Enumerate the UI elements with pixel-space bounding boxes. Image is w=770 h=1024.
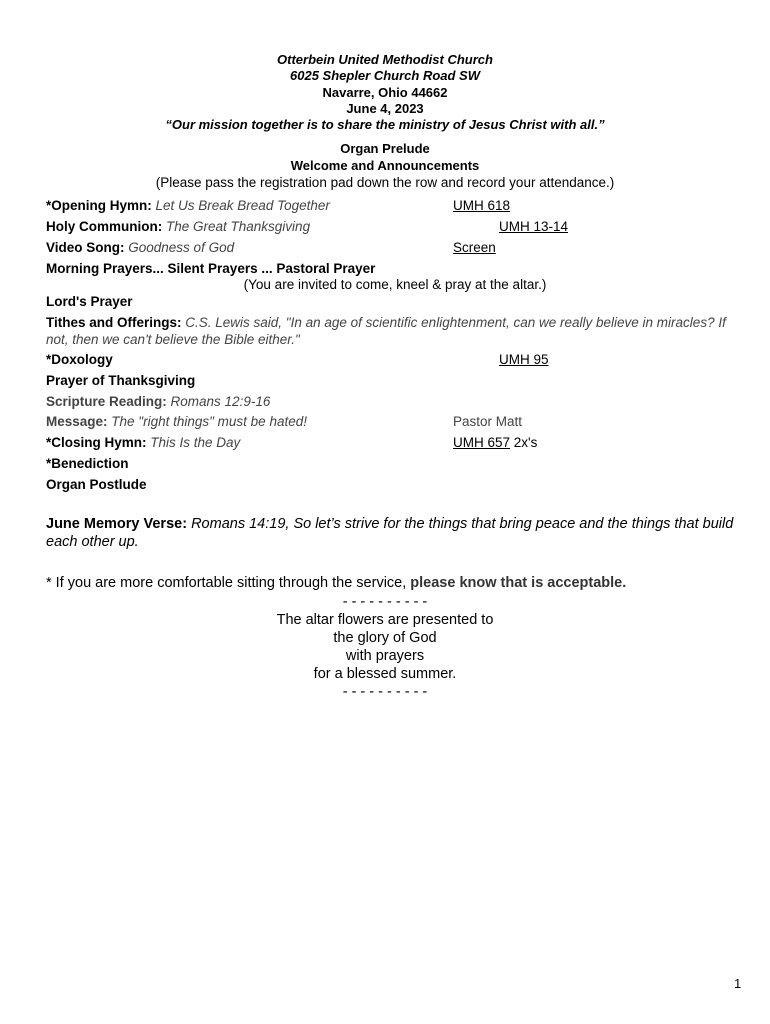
scripture-reading <box>46 393 270 410</box>
communion-label: Holy Communion: <box>46 219 163 234</box>
church-name: Otterbein United Methodist Church <box>277 52 493 67</box>
organ-postlude: Organ Postlude <box>46 477 147 492</box>
prayer-of-thanksgiving: Prayer of Thanksgiving <box>46 373 196 388</box>
communion-title: The Great Thanksgiving <box>162 219 311 234</box>
comfort-note-text: * If you are more comfortable sitting through the service, <box>46 575 411 591</box>
altar-line-1: The altar flowers are presented to <box>276 612 494 628</box>
closing-hymn-suffix: 2x's <box>510 435 538 450</box>
closing-hymn-label: *Closing Hymn: <box>46 435 147 450</box>
opening-hymn-ref: UMH 618 <box>453 198 511 213</box>
morning-prayers: Morning Prayers... Silent Prayers ... Pastoral Prayer <box>46 261 376 276</box>
prayers-note: (You are invited to come, kneel & pray at the altar.) <box>243 277 547 292</box>
scripture-label: Scripture Reading: <box>46 394 167 409</box>
scripture-ref: Romans 12:9-16 <box>166 394 271 409</box>
altar-line-3: with prayers <box>345 648 425 664</box>
tithes-offerings <box>46 314 726 331</box>
video-song-label: Video Song: <box>46 240 125 255</box>
altar-line-2: the glory of God <box>333 630 437 646</box>
closing-hymn-ref-group <box>453 434 537 451</box>
page-number: 1 <box>734 976 742 991</box>
comfort-note <box>46 574 626 592</box>
opening-hymn-label: *Opening Hymn: <box>46 198 152 213</box>
lords-prayer: Lord's Prayer <box>46 294 133 309</box>
doxology: *Doxology <box>46 352 113 367</box>
comfort-note-bold: please know that is acceptable. <box>410 575 627 591</box>
closing-hymn-ref: UMH 657 <box>453 435 511 450</box>
tithes-quote-line2: not, then we can't believe the Bible either." <box>46 332 300 347</box>
memory-verse-text: Romans 14:19, So let’s strive for the things that bring peace and the things that build each other up. <box>46 516 734 550</box>
tithes-quote-line1: C.S. Lewis said, "In an age of scientific enlightenment, can we really believe in miracles? If <box>181 315 726 330</box>
mission-statement: “Our mission together is to share the ministry of Jesus Christ with all.” <box>165 117 605 132</box>
doxology-ref: UMH 95 <box>499 352 549 367</box>
church-address: 6025 Shepler Church Road SW <box>290 68 480 83</box>
memory-verse <box>46 515 736 551</box>
message-title: The "right things" must be hated! <box>107 414 307 429</box>
message-speaker: Pastor Matt <box>453 414 523 429</box>
communion-ref: UMH 13-14 <box>499 219 569 234</box>
divider-top: - - - - - - - - - - <box>342 594 428 610</box>
message-label: Message: <box>46 414 108 429</box>
video-song-ref: Screen <box>453 240 496 255</box>
holy-communion <box>46 218 310 235</box>
tithes-label: Tithes and Offerings: <box>46 315 182 330</box>
memory-verse-label: June Memory Verse: <box>46 516 188 532</box>
organ-prelude: Organ Prelude <box>340 141 430 156</box>
registration-note: (Please pass the registration pad down the row and record your attendance.) <box>155 175 615 190</box>
opening-hymn-title: Let Us Break Bread Together <box>151 198 330 213</box>
divider-bottom: - - - - - - - - - - <box>342 684 428 700</box>
welcome-announcements: Welcome and Announcements <box>290 158 480 173</box>
closing-hymn-title: This Is the Day <box>146 435 241 450</box>
benediction: *Benediction <box>46 456 129 471</box>
closing-hymn <box>46 434 240 451</box>
video-song-title: Goodness of God <box>124 240 235 255</box>
message <box>46 413 307 430</box>
altar-line-4: for a blessed summer. <box>313 666 457 682</box>
video-song <box>46 239 234 256</box>
service-date: June 4, 2023 <box>346 101 424 116</box>
opening-hymn <box>46 197 330 214</box>
church-city: Navarre, Ohio 44662 <box>322 85 448 100</box>
